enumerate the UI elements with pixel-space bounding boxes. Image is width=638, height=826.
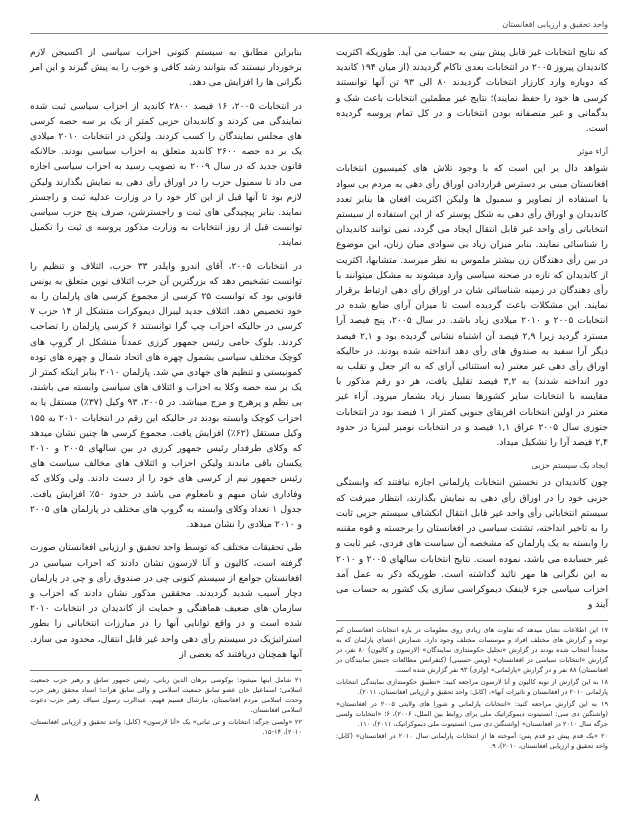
header-divider: [30, 33, 608, 34]
left-column: [30, 45, 302, 739]
paragraph: در انتخابات ۲۰۰۵، ۱۶ فیصد ۲۸۰۰ کاندید از احزاب سیاسی ثبت شده نمایندگی می کردند و کاندیدان حزبی کمتر از یک بر سه حصه کرسی های مجلس نمایندگان را کسب کردند. ولیکن در انتخابات ۲۰۱۰ میلادی یک بر ده حصه ۲۶۰۰ کاندید متعلق به احزاب سیاسی بودند. حالانکه قانون جدید که در سال ۲۰۰۹ به تصویب رسید به احزاب سیاسی اجازه می داد تا سمبول حزب را در اوراق رأی دهی به نمایش بگذارند ولیکن لازم بود تا آنها قبل از این کار خود را در وزارت عدلیه ثبت و راجستر نمایند. بنابر پیچیدگی های ثبت و راجسترشن، صرف پنج حزب سیاسی توانست قبل از روز انتخابات به وزارت مذکور پروسه ی ثبت را تکمیل نمایند.: [30, 100, 302, 249]
footnotes: [336, 620, 608, 751]
footnote: ۱۷ این اطلاعات نشان میدهد که تفاوت های زیادی روی معلومات در باره انتخابات افغانستان کم توجه و گزارش های مختلف افراد و موسسات مختلف وجود دارد. شمارش اعضای پارلمان که به مجدداً انتخاب شده بودند در گزارش «تحلیل حکومتداری نمایندگان» (لارسون و کالیون) ۸۰ نفر، در گزارش «انتخابات سیاسی در افغانستان» (ویس حسینی) (کنفرانس مطالعات جنبش نمایندگان در افغانستان) ۸۸ نفر و در گزارش «پارلمانی» (ولزی) ۹۳ نفر گزارش شده است.: [336, 626, 608, 675]
footnote: ۱۹ به این گزارش مراجعه کنید: «انتخابات پارلمانی و شورا های ولایتی ۲۰۰۵ در افغانستان» (واشنگتن دی سی: انستیتوت دیموکراتیک ملی برای روابط بین الملل، ۲۰۰۶)، ۶؛ «انتخابات ولسی جرگه سال ۲۰۱۰ در افغانستان» (واشنگتن دی سی: انستیتوت ملی دیموکراتیک، ۲۰۱۱)، ۱۱۰.: [336, 700, 608, 729]
paragraph: بنابراین مطابق به سیستم کنونی احزاب سیاسی از اکسیجن لازم برخوردار نیستند که بتوانند رشد کافی و خوب را به پیش گیرند و این امر نگرانی ها را افزایش می دهد.: [30, 47, 302, 89]
right-column: [336, 45, 608, 753]
running-header: واحد تحقیق و ارزیابی افغانستان: [502, 20, 608, 29]
footnote: ۲۲ «ولسی جرگه: انتخابات و تی ثباتی» یک «آنا لارسون» (کابل: واحد تحقیق و ارزیابی افغانستان، ۲۰۱۰)، ۱۴-۱۵.: [30, 717, 302, 736]
section-heading: آراء موثر: [577, 146, 608, 157]
footnote: ۲۱ شامل اینها میشود: بوکوسی برهان الدین ربانی، رئیس جمهور سابق و رهبر حزب جمعیت اسلامی؛ اسماعیل خان عضو سابق جمعیت اسلامی و والی سابق هرات؛ استاد محقق رهبر حزب وحدت اسلامی مردم افغانستان، مارشال قسیم فهیم، عبدالرب رسول سیاف رهبر حزب دعوت اسلامی افغانستان.: [30, 675, 302, 714]
footnote: ۱۸ به این گزارش از نوبه کالیون و آنا لارسون مراجعه کنید: «تطبیق حکومتداری نمایندگی انتخابات پارلمانی ۲۰۱۰ در افغانستان و تاثیرات آنها»، (کابل: واحد تحقیق و ارزیابی افغانستان، ۲۰۱۱).: [336, 678, 608, 697]
paragraph: در انتخابات ۲۰۰۵، آقای اندرو وایلدر ۳۳ حزب، ائتلاف و تنظیم را توانست تشخیص دهد که بزرگترین آن حزب ائتلاف نوین متعلق به یونس قانونی بود که توانست ۲۵ کرسی از مجموع کرسی های پارلمان را به خود تخصیص دهد. ائتلاف جدید لیبرال دیموکرات متشکل از ۱۴ حزب ۷ کرسی در حالیکه احزاب چپ گرا توانستند ۶ کرسی پارلمان را تصاحب کردند. بلوک حامی رئیس جمهور کرزی عمدتاً متشکل از گروپ های کوچک مختلف سیاسی بشمول چهره های اتحاد شمال و چهره های توده کمونیستی و تنظیم های جهادی مي شد. پارلمان ۲۰۱۰ بنابر اینکه کمتر از یک بر سه حصه وکلا به احزاب و ائتلاف های سیاسی وابسته می باشند، بی نظم و پرهرج و مرج میباشد. در ۲۰۰۵، ۹۳ وکیل (۳۷٪) مستقل یا به احزاب کوچک وابسته بودند در حالیکه این رقم در انتخابات ۲۰۱۰ به ۱۵۵ وکیل مستقل (۶۲٪) افزایش یافت. مجموع کرسی ها چنین نشان میدهد که وکلای طرفدار رئیس جمهور کرزی در بین سالهای ۲۰۰۵ و ۲۰۱۰ یکسان باقی ماندند ولیکن احزاب و ائتلاف های مخالف سیاست های رئیس جمهور نیم از کرسی های خود را از دست دادند. ولی وکلای که وفاداری شان مبهم و نامعلوم می باشد در حدود ۵۰٪ افزایش یافت. جدول ۱ تعداد وکلای وابسته به گروپ های مختلف در پارلمان های ۲۰۰۵ و ۲۰۱۰ میلادی را نشان میدهد.: [30, 260, 303, 531]
paragraph: چون کاندیدان در نخستین انتخابات پارلمانی اجازه نیافتند که وابستگی حزبی خود را در اوراق رأی دهی به نمایش بگذارند، انتظار میرفت که سیستم انتخاباتی رأی واحد غیر قابل انتقال انکشاف سیستم حزبی ثابت را به تاخیر انداخته، تشتت سیاسی در افغانستان را برجسته و قوه مقننه را وابسته به یک پارلمان که مشخصه آن سیاست های فردی، غیر ثابت و غیر حسابده می باشد، نموده است. نتایج انتخابات سالهای ۲۰۰۵ و ۲۰۱۰ به این نگرانی ها مهر تائید گذاشته است. طوریکه ذکر به عمل آمد احزاب سیاسی جزء لاینفک دیموکراسی سازی یک کشور به حساب می آیند و: [336, 477, 608, 611]
page-number: ۸: [34, 791, 40, 804]
section-heading: ایجاد یک سیستم حزبی: [531, 460, 608, 471]
paragraph: طی تحقیقات مختلف که توسط واحد تحقیق و ارزیابی افغانستان صورت گرفته است، کالیون و آنا لارسون نشان دادند که احزاب سیاسی در افغانستان جوامع از سیستم کنونی چی در صندوق رأی و چی در پارلمان دچار آسیب شدید گردیدند. محققین مذکور نشان دادند که احزاب و سازمان های ضعیف هماهنگی و حمایت از کاندیدان در انتخابات ۲۰۱۰ شده است و در واقع توانایی آنها را در مبارزات انتخاباتی را بطور استراتیژیک در سیستم رأی دهی واحد غیر قابل انتقال، محدود می سازد. آنها همچنان دریافتند که بعضی از: [30, 542, 302, 660]
footnote: ۲۰ «یک قدم پیش دو قدم پس: آموخته ها از انتخابات پارلمانی سال ۲۰۱۰ در افغانستان» (کابل: واحد تحقیق و ارزیابی افغانستان، ۲۰۱۰)، ۹.: [336, 732, 608, 751]
paragraph: که نتایج انتخابات غیر قابل پیش بینی به حساب می آید. طوریکه اکثریت کاندیدان پیروز ۲۰۰۵ در انتخابات بعدی ناکام گردیدند (از میان ۱۹۴ کاندید که دوباره وارد کارزار انتخابات گردیدند ۸۰ الی ۹۳ تن آنها توانستند کرسی ها خود را حفظ نمایند)؛ نتایج غیر مطمئین انتخابات باعث شک و بدگمانی و غیر منصفانه بودن انتخابات و در کل تمام پروسه گردیده است.: [336, 47, 608, 135]
paragraph: شواهد دال بر این است که با وجود تلاش های کمیسیون انتخابات افغانستان مبنی بر دسترس قراردادن اوراق رأی دهی به مردم بی سواد با استفاده از تصاویر و سمبول ها ولیکن اکثریت افغان ها بنابر تعدد کاندیدان و اوراق رأی دهی به شکل پوستر که از این استفاده از سیستم انتخاباتی رأی واحد غیر قابل انتقال ایجاد می گردد، نمی توانند کاندیدان را شناسائی نمایند. بنابر میزان زیاد بی سوادی میان زنان، این موضوع در بین رأی دهندگان زن بیشتر ملموس به نظر میرسد. متشابها، اکثریت از کاندیدان که تازه در صحنه سیاسی وارد میشوند به مشکل میتوانند با رأی دهندگان در زمینه شناسائی شان در اوراق رأی دهی ارتباط برقرار نمایند. این مشکلات باعث گردیده است تا میزان آرای ضایع شده در انتخابات ۲۰۰۵ و ۲۰۱۰ میلادی زیاد باشد. در سال ۲۰۰۵، پنج فیصد آرا مسترد گردید زیرا ۲,۹ فیصد آن اشتباه نشانی گردیده بود و ۲,۱ فیصد دیگر آرا سفید به صندوق های رأی دهد انداخته شده بودند. در حالیکه اوراق رأی دهی غیر معتبر (به استثنائی آرای که به اثر جعل و تقلب به دور انداخته شدند) به ۳,۲ فیصد تقلیل یافت، هر دو رقم مذکور با مقایسه با انتخابات سایر کشورها بسیار زیاد بشمار میرود. آراء غیر معتبر در اولین انتخابات افریقای جنوبی کمتر از ۱ فیصد بود در انتخابات جنوری سال ۲۰۰۵ عراق ۱,۱ فیصد و در انتخابات نومبر لیبریا در حدود ۲,۴ فیصد آرا را تشکیل میداد.: [336, 163, 609, 449]
footnotes: [30, 670, 302, 737]
